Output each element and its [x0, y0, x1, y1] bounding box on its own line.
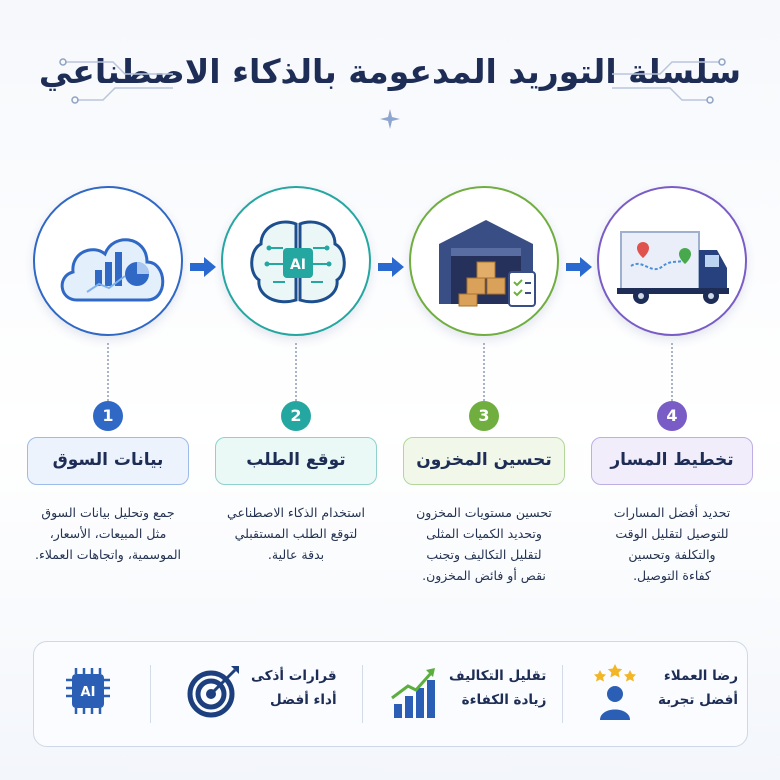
benefit-cost-reduction	[449, 664, 546, 712]
connector-line	[671, 343, 673, 401]
description-line: الموسمية، واتجاهات العملاء.	[34, 547, 181, 562]
ai-chip-icon	[62, 662, 118, 720]
step-1-circle	[33, 186, 183, 336]
connector-line	[295, 343, 297, 401]
benefit-smarter-decisions	[251, 664, 337, 712]
benefit-title: تقليل التكاليف	[449, 668, 547, 684]
step-2-circle	[221, 186, 371, 336]
description-line: وتحديد الكميات المثلى	[426, 526, 542, 541]
description-line: استخدام الذكاء الاصطناعي	[227, 505, 365, 520]
description-line: تحسين مستويات المخزون	[416, 505, 552, 520]
page-title: سلسلة التوريد المدعومة بالذكاء الاصطناعي	[38, 52, 742, 91]
description-line: تحديد أفضل المسارات	[613, 505, 731, 520]
ai-brain-icon	[223, 188, 373, 338]
circuit-decoration-left-icon	[55, 56, 175, 106]
description-line: نقص أو فائض المخزون.	[422, 568, 546, 583]
description-line: بدقة عالية.	[267, 547, 325, 562]
step-description-1	[18, 502, 198, 565]
benefit-title: قرارات أذكى	[251, 668, 337, 684]
benefit-title: رضا العملاء	[663, 668, 738, 684]
benefit-subtitle: أفضل تجربة	[658, 692, 738, 708]
step-number-2: 2	[281, 401, 311, 431]
arrow-right-icon	[188, 255, 218, 279]
description-line: للتوصيل لتقليل الوقت	[615, 526, 729, 541]
step-number-4: 4	[657, 401, 687, 431]
step-label-3: تحسين المخزون	[403, 437, 565, 485]
description-line: مثل المبيعات، الأسعار،	[49, 526, 167, 541]
ai-chip-label: AI	[289, 257, 307, 273]
sparkle-icon	[379, 108, 401, 130]
step-description-2	[206, 502, 386, 565]
step-description-3	[394, 502, 574, 586]
step-4-circle	[597, 186, 747, 336]
target-icon	[187, 662, 243, 718]
connector-line	[483, 343, 485, 401]
warehouse-icon	[411, 188, 561, 338]
benefit-subtitle: زيادة الكفاءة	[461, 692, 547, 708]
delivery-truck-icon	[599, 188, 749, 338]
connector-line	[107, 343, 109, 401]
description-line: جمع وتحليل بيانات السوق	[41, 505, 175, 520]
circuit-decoration-right-icon	[610, 56, 730, 106]
arrow-right-icon	[564, 255, 594, 279]
description-line: والتكلفة وتحسين	[628, 547, 716, 562]
customer-stars-icon	[590, 662, 640, 722]
description-line: كفاءة التوصيل.	[633, 568, 711, 583]
step-number-3: 3	[469, 401, 499, 431]
step-label-1: بيانات السوق	[27, 437, 189, 485]
benefit-customer-satisfaction	[658, 664, 738, 712]
step-label-2: توقع الطلب	[215, 437, 377, 485]
divider	[562, 665, 563, 723]
description-line: لتوقع الطلب المستقبلي	[234, 526, 358, 541]
ai-chip-label: AI	[80, 685, 96, 700]
growth-chart-icon	[388, 664, 438, 720]
step-description-4	[582, 502, 762, 586]
cloud-analytics-icon	[35, 188, 185, 338]
step-number-1: 1	[93, 401, 123, 431]
arrow-right-icon	[376, 255, 406, 279]
step-3-circle	[409, 186, 559, 336]
benefit-subtitle: أداء أفضل	[270, 692, 337, 708]
divider	[150, 665, 151, 723]
step-label-4: تخطيط المسار	[591, 437, 753, 485]
description-line: لتقليل التكاليف وتجنب	[426, 547, 542, 562]
divider	[362, 665, 363, 723]
